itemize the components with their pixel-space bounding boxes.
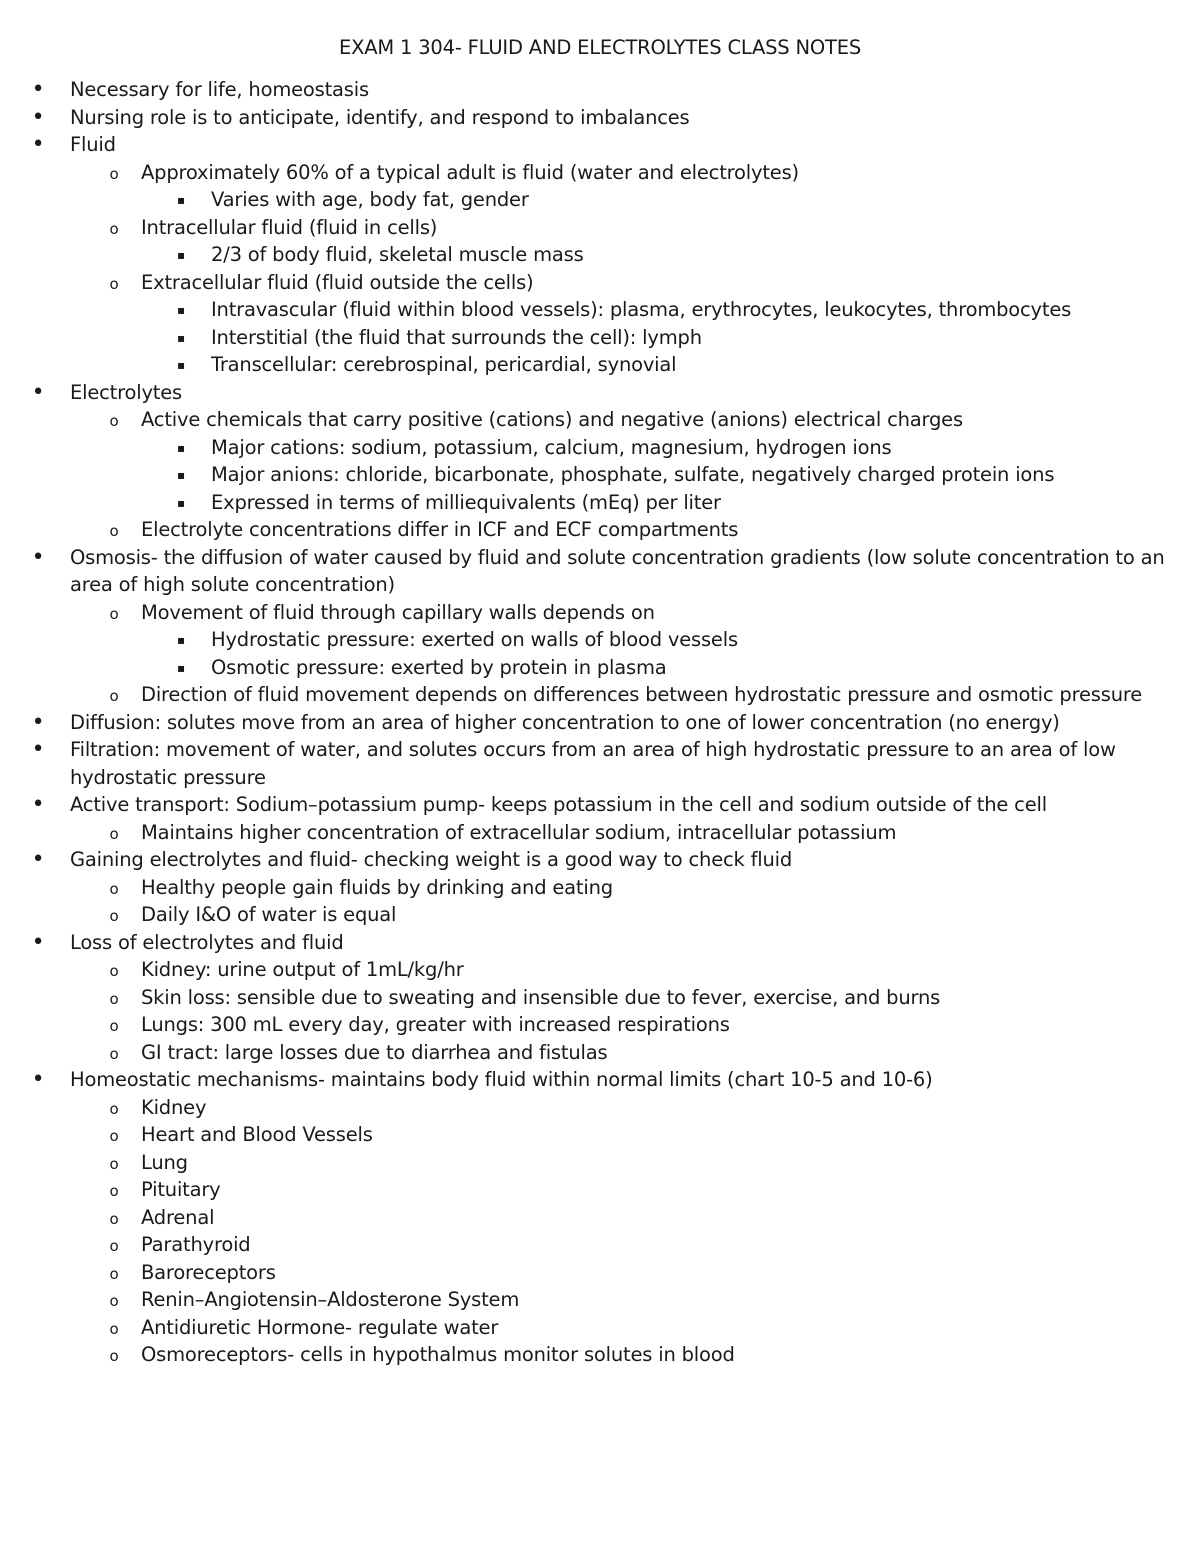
bullet-square-icon: ▪ <box>177 248 185 262</box>
bullet-circle-icon: o <box>109 412 119 430</box>
note-text: Electrolyte concentrations differ in ICF and ECF compartments <box>141 518 739 541</box>
bullet-dot-icon: • <box>31 847 45 872</box>
note-item-level-2 <box>0 1094 1180 1122</box>
bullet-circle-icon: o <box>109 219 119 238</box>
bullet-circle-icon: o <box>109 1044 119 1063</box>
note-text: Osmotic pressure: exerted by protein in plasma <box>211 655 667 679</box>
note-text: Healthy people gain fluids by drinking and eating <box>141 875 613 899</box>
note-text: Daily I&O of water is equal <box>141 903 397 926</box>
bullet-circle-icon: o <box>109 1154 119 1173</box>
note-text: Hydrostatic pressure: exerted on walls of blood vessels <box>211 628 738 651</box>
bullet-circle-icon: o <box>109 824 119 843</box>
note-text: Gaining electrolytes and fluid- checking weight is a good way to check fluid <box>70 848 793 871</box>
bullet-dot-icon: • <box>31 132 45 157</box>
bullet-square-icon: ▪ <box>177 495 185 510</box>
bullet-circle-icon: o <box>109 1017 119 1035</box>
bullet-circle-icon: o <box>109 164 119 183</box>
note-text: Loss of electrolytes and fluid <box>70 930 344 954</box>
bullet-dot-icon: • <box>31 77 45 102</box>
bullet-dot-icon: • <box>31 544 45 570</box>
bullet-square-icon: ▪ <box>177 660 185 675</box>
note-item-level-2 <box>0 1011 1180 1039</box>
note-item-level-3 <box>0 461 1180 489</box>
note-text: Renin–Angiotensin–Aldosterone System <box>141 1288 520 1311</box>
note-item-level-2 <box>0 874 1180 902</box>
note-item-level-2 <box>0 1204 1180 1232</box>
note-item-level-2 <box>0 1341 1180 1369</box>
note-item-level-2 <box>0 1039 1180 1067</box>
note-text: 2/3 of body fluid, skeletal muscle mass <box>211 243 584 266</box>
note-text: Movement of fluid through capillary walls depends on <box>141 600 655 624</box>
note-text: Major anions: chloride, bicarbonate, phosphate, sulfate, negatively charged protein ions <box>211 463 1055 486</box>
note-item-level-2 <box>0 159 1180 187</box>
note-text: Kidney <box>141 1095 207 1119</box>
bullet-circle-icon: o <box>109 1264 119 1283</box>
bullet-circle-icon: o <box>109 1209 119 1228</box>
note-text: Interstitial (the fluid that surrounds the cell): lymph <box>211 325 702 349</box>
note-text: Kidney: urine output of 1mL/kg/hr <box>141 958 464 981</box>
note-text: Heart and Blood Vessels <box>141 1123 373 1146</box>
bullet-circle-icon: o <box>109 1347 119 1365</box>
document-title: EXAM 1 304- FLUID AND ELECTROLYTES CLASS NOTES <box>338 36 862 59</box>
bullet-circle-icon: o <box>109 879 119 898</box>
note-item-level-2 <box>0 984 1180 1012</box>
note-text: Intravascular (fluid within blood vessels): plasma, erythrocytes, leukocytes, thrombocytes <box>211 298 1072 321</box>
bullet-circle-icon: o <box>109 274 119 293</box>
note-item-level-3 <box>0 351 1180 379</box>
note-text: Electrolytes <box>70 380 182 404</box>
bullet-square-icon: ▪ <box>177 193 185 207</box>
bullet-circle-icon: o <box>109 1182 119 1200</box>
note-item-level-1 <box>0 544 1180 599</box>
note-item-level-2 <box>0 1176 1180 1204</box>
note-item-level-2 <box>0 214 1180 242</box>
bullet-square-icon: ▪ <box>177 468 185 482</box>
note-item-level-1 <box>0 379 1180 407</box>
note-text: Antidiuretic Hormone- regulate water <box>141 1315 499 1339</box>
note-item-level-2 <box>0 516 1180 544</box>
bullet-circle-icon: o <box>109 687 119 705</box>
note-item-level-3 <box>0 241 1180 269</box>
note-item-level-1 <box>0 929 1180 957</box>
bullet-circle-icon: o <box>109 962 119 980</box>
note-item-level-2 <box>0 1231 1180 1259</box>
note-item-level-2 <box>0 1149 1180 1177</box>
note-text: Direction of fluid movement depends on differences between hydrostatic pressure and osmotic pressure <box>141 683 1143 706</box>
note-item-level-3 <box>0 434 1180 462</box>
bullet-dot-icon: • <box>31 709 45 735</box>
note-item-level-1 <box>0 791 1180 819</box>
notes-list <box>0 76 1180 1369</box>
note-item-level-1 <box>0 736 1180 791</box>
bullet-dot-icon: • <box>31 737 45 762</box>
note-item-level-3 <box>0 654 1180 682</box>
bullet-dot-icon: • <box>31 792 45 817</box>
note-item-level-2 <box>0 1259 1180 1287</box>
note-item-level-1 <box>0 104 1180 132</box>
note-text: Skin loss: sensible due to sweating and insensible due to fever, exercise, and burns <box>141 985 941 1009</box>
bullet-square-icon: ▪ <box>177 330 185 345</box>
note-text: Lungs: 300 mL every day, greater with increased respirations <box>141 1013 730 1036</box>
note-text: Expressed in terms of milliequivalents (mEq) per liter <box>211 490 721 514</box>
note-item-level-2 <box>0 819 1180 847</box>
note-item-level-3 <box>0 296 1180 324</box>
note-item-level-2 <box>0 269 1180 297</box>
note-text: Maintains higher concentration of extracellular sodium, intracellular potassium <box>141 820 897 844</box>
note-text: Osmoreceptors- cells in hypothalmus monitor solutes in blood <box>141 1343 735 1366</box>
bullet-square-icon: ▪ <box>177 303 185 317</box>
bullet-circle-icon: o <box>109 1099 119 1118</box>
note-item-level-1 <box>0 1066 1180 1094</box>
note-text: Active chemicals that carry positive (cations) and negative (anions) electrical charges <box>141 408 963 431</box>
note-text: Active transport: Sodium–potassium pump- keeps potassium in the cell and sodium outside of the cell <box>70 793 1047 816</box>
note-text: Approximately 60% of a typical adult is fluid (water and electrolytes) <box>141 160 799 184</box>
note-item-level-2 <box>0 406 1180 434</box>
note-item-level-1 <box>0 709 1180 737</box>
bullet-circle-icon: o <box>109 1292 119 1310</box>
note-text: Fluid <box>70 133 116 156</box>
note-item-level-2 <box>0 1286 1180 1314</box>
note-item-level-2 <box>0 1121 1180 1149</box>
bullet-square-icon: ▪ <box>177 440 185 455</box>
note-text: Major cations: sodium, potassium, calcium, magnesium, hydrogen ions <box>211 435 892 459</box>
note-text: Parathyroid <box>141 1233 251 1256</box>
bullet-circle-icon: o <box>109 907 119 925</box>
bullet-circle-icon: o <box>109 1319 119 1338</box>
note-text: Filtration: movement of water, and solutes occurs from an area of high hydrostatic pressure to an area of low hydrostatic pressure <box>70 738 1116 789</box>
note-item-level-3 <box>0 626 1180 654</box>
note-item-level-2 <box>0 956 1180 984</box>
bullet-circle-icon: o <box>109 1127 119 1145</box>
note-item-level-2 <box>0 1314 1180 1342</box>
bullet-circle-icon: o <box>109 989 119 1008</box>
note-item-level-3 <box>0 489 1180 517</box>
note-text: Nursing role is to anticipate, identify, and respond to imbalances <box>70 105 690 129</box>
bullet-square-icon: ▪ <box>177 633 185 647</box>
bullet-dot-icon: • <box>31 1067 45 1092</box>
note-item-level-2 <box>0 599 1180 627</box>
bullet-circle-icon: o <box>109 522 119 540</box>
bullet-circle-icon: o <box>109 604 119 623</box>
note-text: GI tract: large losses due to diarrhea and fistulas <box>141 1040 608 1064</box>
note-text: Homeostatic mechanisms- maintains body fluid within normal limits (chart 10-5 and 10-6) <box>70 1068 933 1091</box>
note-text: Pituitary <box>141 1178 221 1201</box>
bullet-square-icon: ▪ <box>177 358 185 372</box>
note-item-level-1 <box>0 131 1180 159</box>
note-text: Varies with age, body fat, gender <box>211 188 529 211</box>
note-item-level-1 <box>0 846 1180 874</box>
note-item-level-3 <box>0 324 1180 352</box>
note-item-level-2 <box>0 681 1180 709</box>
note-item-level-1 <box>0 76 1180 104</box>
note-text: Baroreceptors <box>141 1260 276 1284</box>
note-text: Necessary for life, homeostasis <box>70 78 369 101</box>
bullet-dot-icon: • <box>31 929 45 955</box>
note-text: Adrenal <box>141 1205 215 1229</box>
bullet-dot-icon: • <box>31 379 45 405</box>
bullet-dot-icon: • <box>31 104 45 130</box>
note-text: Osmosis- the diffusion of water caused by fluid and solute concentration gradients (low solute concentration to an area of high solute concentration) <box>70 545 1165 596</box>
bullet-circle-icon: o <box>109 1237 119 1255</box>
note-item-level-3 <box>0 186 1180 214</box>
note-text: Intracellular fluid (fluid in cells) <box>141 215 438 239</box>
note-item-level-2 <box>0 901 1180 929</box>
note-text: Lung <box>141 1150 188 1174</box>
note-text: Diffusion: solutes move from an area of higher concentration to one of lower concentration (no energy) <box>70 710 1060 734</box>
note-text: Extracellular fluid (fluid outside the cells) <box>141 270 534 294</box>
note-text: Transcellular: cerebrospinal, pericardial, synovial <box>211 353 677 376</box>
